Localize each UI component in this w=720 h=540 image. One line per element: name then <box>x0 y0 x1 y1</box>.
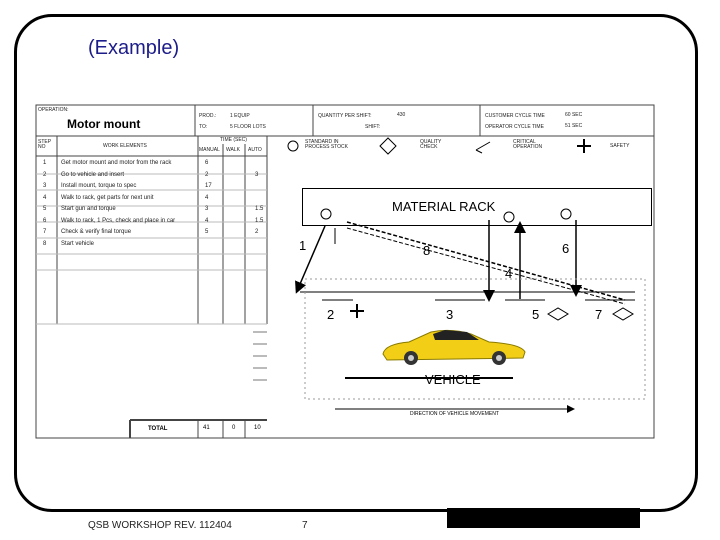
operation-label: OPERATION: <box>38 107 69 113</box>
rack-part-icon <box>321 209 331 219</box>
footer-text: QSB WORKSHOP REV. 112404 <box>88 520 232 531</box>
step-manual-time: 4 <box>205 194 209 201</box>
step-no-label: STEP NO <box>38 139 51 150</box>
work-elements-label: WORK ELEMENTS <box>103 143 147 149</box>
layout-step-3: 3 <box>446 307 454 322</box>
qty-label: QUANTITY PER SHIFT: <box>318 113 372 119</box>
layout-step-2: 2 <box>327 307 335 322</box>
shift-label: SHIFT: <box>365 124 381 130</box>
to-label: TO: <box>199 124 208 130</box>
critical-operation-label: CRITICAL OPERATION <box>513 139 543 150</box>
total-walk: 0 <box>232 425 236 431</box>
direction-label: DIRECTION OF VEHICLE MOVEMENT <box>410 411 499 417</box>
layout-step-5: 5 <box>532 307 540 322</box>
layout-step-1: 1 <box>299 238 307 253</box>
step-text: Walk to rack, get parts for next unit <box>61 194 154 201</box>
step-number: 7 <box>43 229 47 235</box>
total-manual: 41 <box>203 425 210 431</box>
layout-step-8: 8 <box>423 243 431 258</box>
rack-part-icon <box>561 209 571 219</box>
oct-label: OPERATOR CYCLE TIME <box>485 124 544 130</box>
layout-diagram <box>35 104 655 440</box>
step-text: Start vehicle <box>61 240 95 247</box>
step-text: Start gun and torque <box>61 206 116 212</box>
material-rack-label: MATERIAL RACK <box>392 199 496 214</box>
step-walk-time: 1.5 <box>255 206 264 212</box>
layout-step-4: 4 <box>505 266 513 281</box>
step-manual-time: 2 <box>205 171 209 178</box>
layout-step-7: 7 <box>595 307 603 322</box>
safety-icon <box>350 304 364 318</box>
step-text: Go to vehicle and insert <box>61 171 125 178</box>
cct-value: 60 SEC <box>565 112 583 118</box>
time-col-auto: AUTO <box>248 147 262 153</box>
cct-label: CUSTOMER CYCLE TIME <box>485 113 545 119</box>
time-col-walk: WALK <box>226 147 240 153</box>
step-text: Check & verify final torque <box>61 229 132 235</box>
step-number: 5 <box>43 206 47 212</box>
step-manual-time: 4 <box>205 217 209 224</box>
step-number: 6 <box>43 217 47 224</box>
layout-step-6: 6 <box>562 241 570 256</box>
total-label: TOTAL <box>148 426 168 432</box>
walk-path <box>347 222 625 300</box>
step-number: 8 <box>43 240 47 247</box>
page-number: 7 <box>302 520 308 531</box>
oct-value: 51 SEC <box>565 123 583 129</box>
step-text: Install mount, torque to spec <box>61 183 137 189</box>
step-manual-time: 3 <box>205 206 209 212</box>
step-number: 3 <box>43 183 47 189</box>
std-wip-label: STANDARD IN PROCESS STOCK <box>305 139 348 150</box>
safety-label: SAFETY <box>610 143 630 149</box>
quality-check-label: QUALITY CHECK <box>420 139 442 150</box>
quality-check-icon <box>548 308 568 320</box>
step-text: Walk to rack, 1 Pcs, check and place in car <box>61 217 176 224</box>
step-number: 1 <box>43 160 47 166</box>
step-manual-time: 5 <box>205 229 209 235</box>
step-text: Get motor mount and motor from the rack <box>61 160 172 166</box>
prod-label: PROD.: <box>199 113 217 119</box>
slide-title: (Example) <box>88 37 180 59</box>
step-walk-time: 2 <box>255 229 259 235</box>
rack-part-icon <box>504 212 514 222</box>
prod-value: 1 EQUIP <box>230 113 250 119</box>
to-value: 5 FLOOR LOTS <box>230 124 266 130</box>
step-1-arrow <box>297 226 325 291</box>
step-walk-time: 1.5 <box>255 217 264 224</box>
time-col-manual: MANUAL <box>199 147 220 153</box>
time-label: TIME (SEC) <box>220 137 247 143</box>
step-manual-time: 17 <box>205 183 212 189</box>
qty-value: 430 <box>397 112 406 118</box>
walk-path <box>347 228 625 304</box>
operation-value: Motor mount <box>67 117 141 131</box>
step-walk-time: 3 <box>255 171 259 178</box>
footer-bar <box>447 508 640 528</box>
standard-work-sheet <box>35 104 655 440</box>
step-number: 2 <box>43 171 47 178</box>
step-number: 4 <box>43 194 47 201</box>
quality-check-icon <box>613 308 633 320</box>
total-auto: 10 <box>254 425 261 431</box>
vehicle-label: VEHICLE <box>425 372 481 387</box>
step-manual-time: 6 <box>205 160 209 166</box>
